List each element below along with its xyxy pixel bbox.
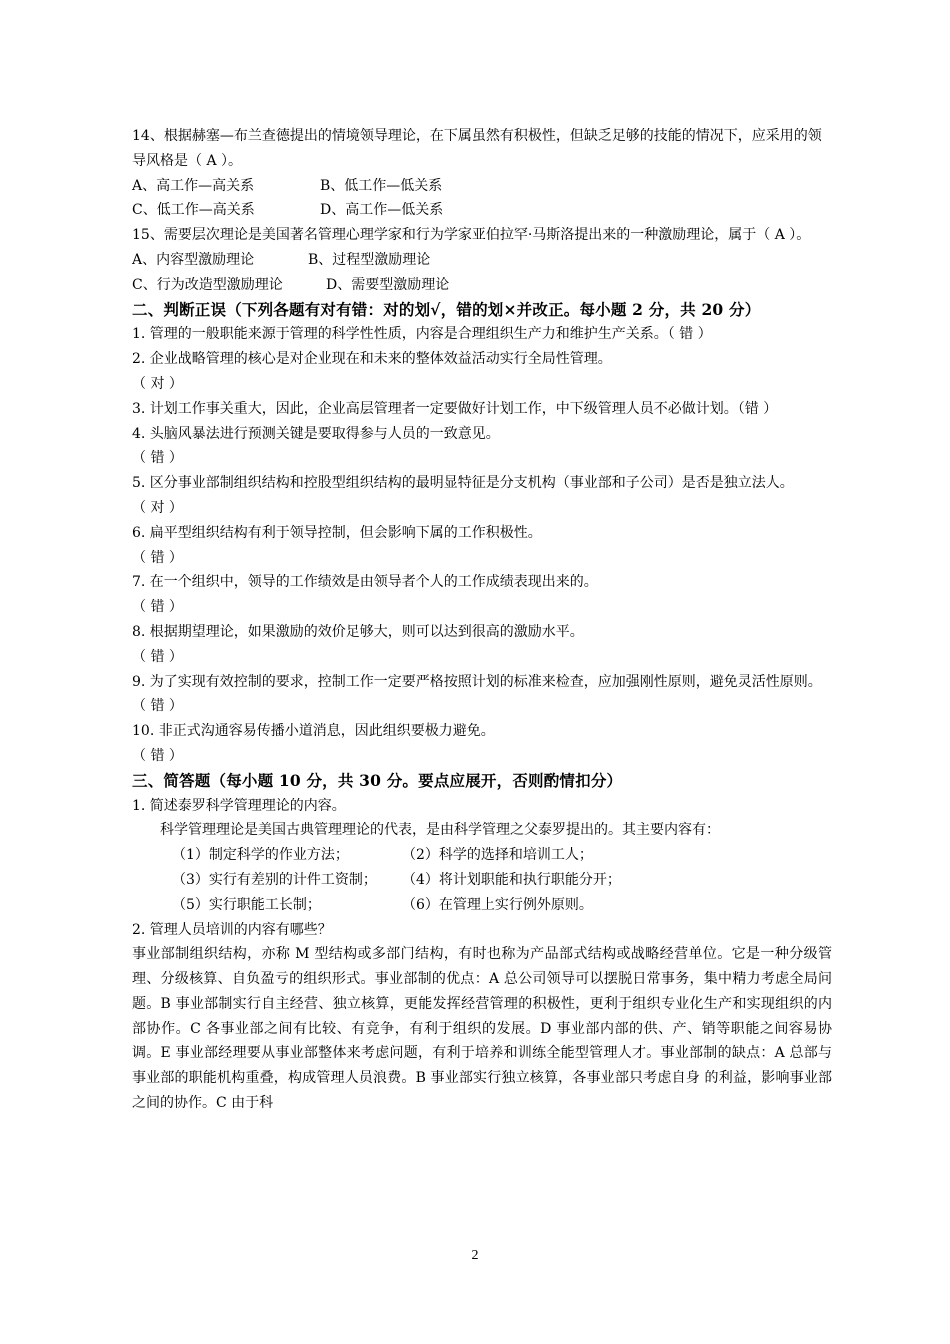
judgment-item-1: 1. 管理的一般职能来源于管理的科学性性质，内容是合理组织生产力和维护生产关系。（ 错 ）: [132, 326, 712, 343]
judgment-answer-10: （ 错 ）: [132, 747, 183, 764]
short-answer-1-intro: 科学管理理论是美国古典管理理论的代表，是由科学管理之父泰罗提出的。其主要内容有：: [160, 822, 720, 839]
section-2-heading: 二、判断正误（下列各题有对有错：对的划√，错的划×并改正。每小题 2 分，共 20 分）: [132, 299, 761, 319]
question-15-options-row-1: [132, 248, 832, 273]
point-2: （2）科学的选择和培训工人；: [402, 847, 593, 864]
question-14-options-row-2: [132, 198, 832, 223]
question-15-stem: 15、需要层次理论是美国著名管理心理学家和行为学家亚伯拉罕·马斯洛提出来的一种激励理论，属于（ A ）。: [132, 227, 811, 244]
short-answer-2-title: 2. 管理人员培训的内容有哪些？: [132, 921, 332, 938]
question-14-stem: 14、根据赫塞—布兰查德提出的情境领导理论，在下属虽然有积极性，但缺乏足够的技能的情况下，应采用的领导风格是（ A ）。: [132, 128, 822, 169]
question-15-option-c: C、行为改造型激励理论: [132, 276, 283, 293]
section-3-heading: 三、简答题（每小题 10 分，共 30 分。要点应展开，否则酌情扣分）: [132, 770, 623, 790]
question-14-option-c: C、低工作—高关系: [132, 202, 255, 219]
judgment-item-5: 5. 区分事业部制组织结构和控股型组织结构的最明显特征是分支机构（事业部和子公司）是否是独立法人。: [132, 475, 794, 492]
question-15-options-row-2: [132, 273, 832, 298]
point-4: （4）将计划职能和执行职能分开；: [402, 871, 621, 888]
short-answer-1-points-row-1: [132, 843, 832, 868]
point-3: （3）实行有差别的计件工资制；: [172, 871, 377, 888]
question-14-option-d: D、高工作—低关系: [320, 202, 444, 219]
judgment-item-3: 3. 计划工作事关重大，因此，企业高层管理者一定要做好计划工作，中下级管理人员不必做计划。（错 ）: [132, 400, 778, 417]
question-14-option-a: A、高工作—高关系: [132, 177, 255, 194]
document-body: [132, 124, 832, 1116]
question-15-option-b: B、过程型激励理论: [308, 251, 431, 268]
point-1: （1）制定科学的作业方法；: [172, 847, 349, 864]
judgment-answer-5: （ 对 ）: [132, 499, 183, 516]
judgment-answer-6: （ 错 ）: [132, 549, 183, 566]
question-15-option-d: D、需要型激励理论: [326, 276, 450, 293]
judgment-answer-8: （ 错 ）: [132, 648, 183, 665]
judgment-item-10: 10. 非正式沟通容易传播小道消息，因此组织要极力避免。: [132, 723, 495, 740]
judgment-item-8: 8. 根据期望理论，如果激励的效价足够大，则可以达到很高的激励水平。: [132, 623, 584, 640]
judgment-answer-9: （ 错 ）: [132, 698, 183, 715]
short-answer-1-title: 1. 简述泰罗科学管理理论的内容。: [132, 797, 346, 814]
judgment-answer-2: （ 对 ）: [132, 375, 183, 392]
short-answer-1-points-row-3: [132, 893, 832, 918]
judgment-item-6: 6. 扁平型组织结构有利于领导控制，但会影响下属的工作积极性。: [132, 524, 542, 541]
judgment-answer-7: （ 错 ）: [132, 599, 183, 616]
point-6: （6）在管理上实行例外原则。: [402, 896, 593, 913]
judgment-answer-4: （ 错 ）: [132, 450, 183, 467]
judgment-item-9: 9. 为了实现有效控制的要求，控制工作一定要严格按照计划的标准来检查，应加强刚性原则，避免灵活性原则。: [132, 673, 822, 690]
judgment-item-4: 4. 头脑风暴法进行预测关键是要取得参与人员的一致意见。: [132, 425, 500, 442]
page-number: 2: [471, 1248, 479, 1263]
short-answer-2-body: 事业部制组织结构，亦称 M 型结构或多部门结构，有时也称为产品部式结构或战略经营单位。它是一种分级管理、分级核算、自负盈亏的组织形式。事业部制的优点：A 总公司领导可以摆脱日常事务，集中精力考虑全局问题。B 事业部制实行自主经营、独立核算，更能发挥经营管理的积极性，更利于组织专业化生产和实现组织的内部协作。C 各事业部之间有比较、有竞争，有利于组织的发展。D 事业部内部的供、产、销等职能之间容易协调。E 事业部经理要从事业部整体来考虑问题，有利于培养和训练全能型管理人才。事业部制的缺点：A 总部与事业部的职能机构重叠，构成管理人员浪费。B 事业部实行独立核算，各事业部只考虑自身 的利益，影响事业部之间的协作。C 由于科: [132, 946, 832, 1112]
judgment-item-7: 7. 在一个组织中，领导的工作绩效是由领导者个人的工作成绩表现出来的。: [132, 574, 598, 591]
question-15-option-a: A、内容型激励理论: [132, 251, 255, 268]
judgment-item-2: 2. 企业战略管理的核心是对企业现在和未来的整体效益活动实行全局性管理。: [132, 351, 612, 368]
question-14-option-b: B、低工作—低关系: [320, 177, 443, 194]
point-5: （5）实行职能工长制；: [172, 896, 321, 913]
short-answer-1-points-row-2: [132, 868, 832, 893]
question-14-options-row-1: [132, 174, 832, 199]
